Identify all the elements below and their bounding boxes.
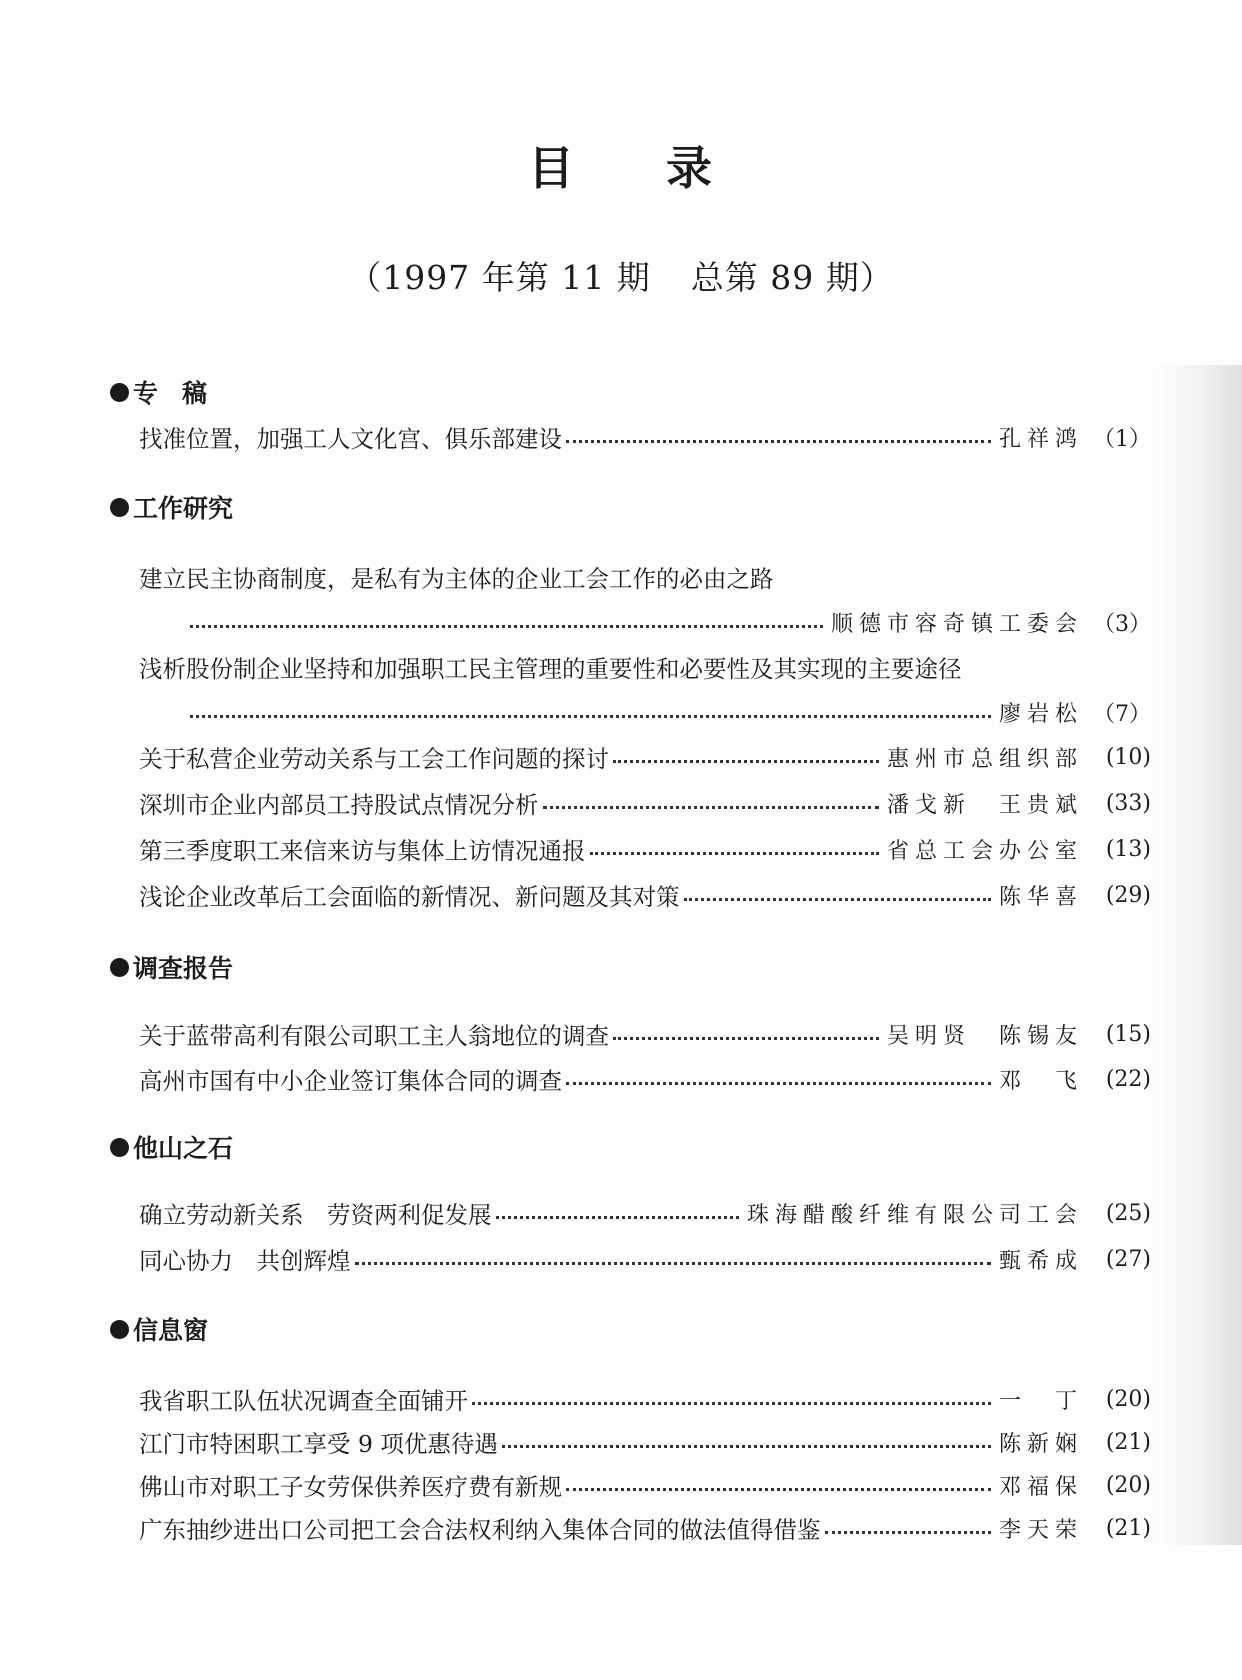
toc-entry-continuation[interactable] <box>190 605 1151 639</box>
section-heading: 调查报告 <box>110 950 233 984</box>
entry-title: 深圳市企业内部员工持股试点情况分析 <box>139 791 539 819</box>
dot-leader <box>496 1216 739 1219</box>
entry-title: 第三季度职工来信来访与集体上访情况通报 <box>139 837 586 865</box>
entry-author: 吴明贤 陈锡友 <box>886 1023 1083 1049</box>
toc-entry[interactable] <box>139 1196 1151 1230</box>
toc-entry[interactable] <box>139 1062 1151 1096</box>
entry-title: 广东抽纱进出口公司把工会合法权利纳入集体合同的做法值得借鉴 <box>139 1516 821 1544</box>
entry-author: 顺德市容奇镇工委会 <box>830 611 1083 637</box>
entry-page: (21) <box>1105 1429 1151 1455</box>
entry-page: (20) <box>1105 1472 1151 1498</box>
entry-title: 关于私营企业劳动关系与工会工作问题的探讨 <box>139 745 609 773</box>
dot-leader <box>190 715 991 718</box>
entry-author: 陈新娴 <box>998 1431 1083 1457</box>
entry-author: 珠海醋酸纤维有限公司工会 <box>746 1202 1083 1228</box>
dot-leader <box>566 1488 991 1491</box>
entry-page: （7） <box>1093 701 1151 727</box>
entry-page: （1） <box>1093 426 1151 452</box>
toc-entry[interactable] <box>139 878 1151 912</box>
entry-title: 关于蓝带高利有限公司职工主人翁地位的调查 <box>139 1022 609 1050</box>
entry-author: 甄希成 <box>998 1248 1083 1274</box>
entry-page: (25) <box>1105 1200 1151 1226</box>
section-heading: 专稿 <box>110 375 231 409</box>
toc-entry-continuation[interactable] <box>190 695 1151 729</box>
entry-page: (10) <box>1105 744 1151 770</box>
entry-page: (15) <box>1105 1021 1151 1047</box>
entry-title: 同心协力 共创辉煌 <box>139 1247 351 1275</box>
dot-leader <box>566 1082 991 1085</box>
dot-leader <box>684 898 991 901</box>
scan-shadow <box>1156 365 1242 1545</box>
bullet-icon <box>110 958 129 977</box>
bullet-icon <box>110 383 129 402</box>
entry-author: 省总工会办公室 <box>886 838 1083 864</box>
dot-leader <box>190 625 823 628</box>
entry-author: 廖岩松 <box>998 701 1083 727</box>
entry-page: (33) <box>1105 790 1151 816</box>
entry-page: (20) <box>1105 1386 1151 1412</box>
entry-author: 邓福保 <box>998 1474 1083 1500</box>
entry-page: (21) <box>1105 1515 1151 1541</box>
toc-entry[interactable] <box>139 786 1151 820</box>
bullet-icon <box>110 498 129 517</box>
entry-author: 惠州市总组织部 <box>886 746 1083 772</box>
toc-entry[interactable] <box>139 740 1151 774</box>
dot-leader <box>613 760 879 763</box>
bullet-icon <box>110 1320 129 1339</box>
entry-title: 佛山市对职工子女劳保供养医疗费有新规 <box>139 1473 562 1501</box>
page-title: 目 录 <box>528 141 714 195</box>
toc-entry[interactable] <box>139 1468 1151 1502</box>
entry-page: (29) <box>1105 882 1151 908</box>
dot-leader <box>543 806 879 809</box>
toc-entry[interactable] <box>139 832 1151 866</box>
section-heading: 信息窗 <box>110 1312 208 1346</box>
entry-title[interactable]: 建立民主协商制度，是私有为主体的企业工会工作的必由之路 <box>139 565 774 593</box>
dot-leader <box>502 1445 991 1448</box>
toc-entry[interactable] <box>139 1382 1151 1416</box>
dot-leader <box>566 440 991 443</box>
entry-author: 李天荣 <box>998 1517 1083 1543</box>
toc-entry[interactable] <box>139 1242 1151 1276</box>
entry-title: 确立劳动新关系 劳资两利促发展 <box>139 1201 492 1229</box>
section-heading: 他山之石 <box>110 1130 233 1164</box>
entry-page: (13) <box>1105 836 1151 862</box>
entry-title[interactable]: 浅析股份制企业坚持和加强职工民主管理的重要性和必要性及其实现的主要途径 <box>139 655 962 683</box>
entry-author: 一 丁 <box>998 1388 1083 1414</box>
dot-leader <box>472 1402 991 1405</box>
dot-leader <box>590 852 879 855</box>
dot-leader <box>613 1037 879 1040</box>
dot-leader <box>355 1262 991 1265</box>
toc-entry[interactable] <box>139 420 1151 454</box>
entry-page: （3） <box>1093 611 1151 637</box>
dot-leader <box>825 1531 991 1534</box>
entry-page: (22) <box>1105 1066 1151 1092</box>
issue-number: （1997 年第 11 期 总第 89 期） <box>348 258 894 297</box>
entry-page: (27) <box>1105 1246 1151 1272</box>
toc-entry[interactable] <box>139 1511 1151 1545</box>
entry-title: 高州市国有中小企业签订集体合同的调查 <box>139 1067 562 1095</box>
entry-title: 找准位置，加强工人文化宫、俱乐部建设 <box>139 425 562 453</box>
entry-title: 江门市特困职工享受 9 项优惠待遇 <box>139 1430 498 1458</box>
entry-author: 邓 飞 <box>998 1068 1083 1094</box>
section-heading: 工作研究 <box>110 490 233 524</box>
entry-author: 陈华喜 <box>998 884 1083 910</box>
entry-author: 孔祥鸿 <box>998 426 1083 452</box>
entry-title: 我省职工队伍状况调查全面铺开 <box>139 1387 468 1415</box>
toc-entry[interactable] <box>139 1017 1151 1051</box>
toc-entry[interactable] <box>139 1425 1151 1459</box>
entry-author: 潘戈新 王贵斌 <box>886 792 1083 818</box>
bullet-icon <box>110 1138 129 1157</box>
entry-title: 浅论企业改革后工会面临的新情况、新问题及其对策 <box>139 883 680 911</box>
